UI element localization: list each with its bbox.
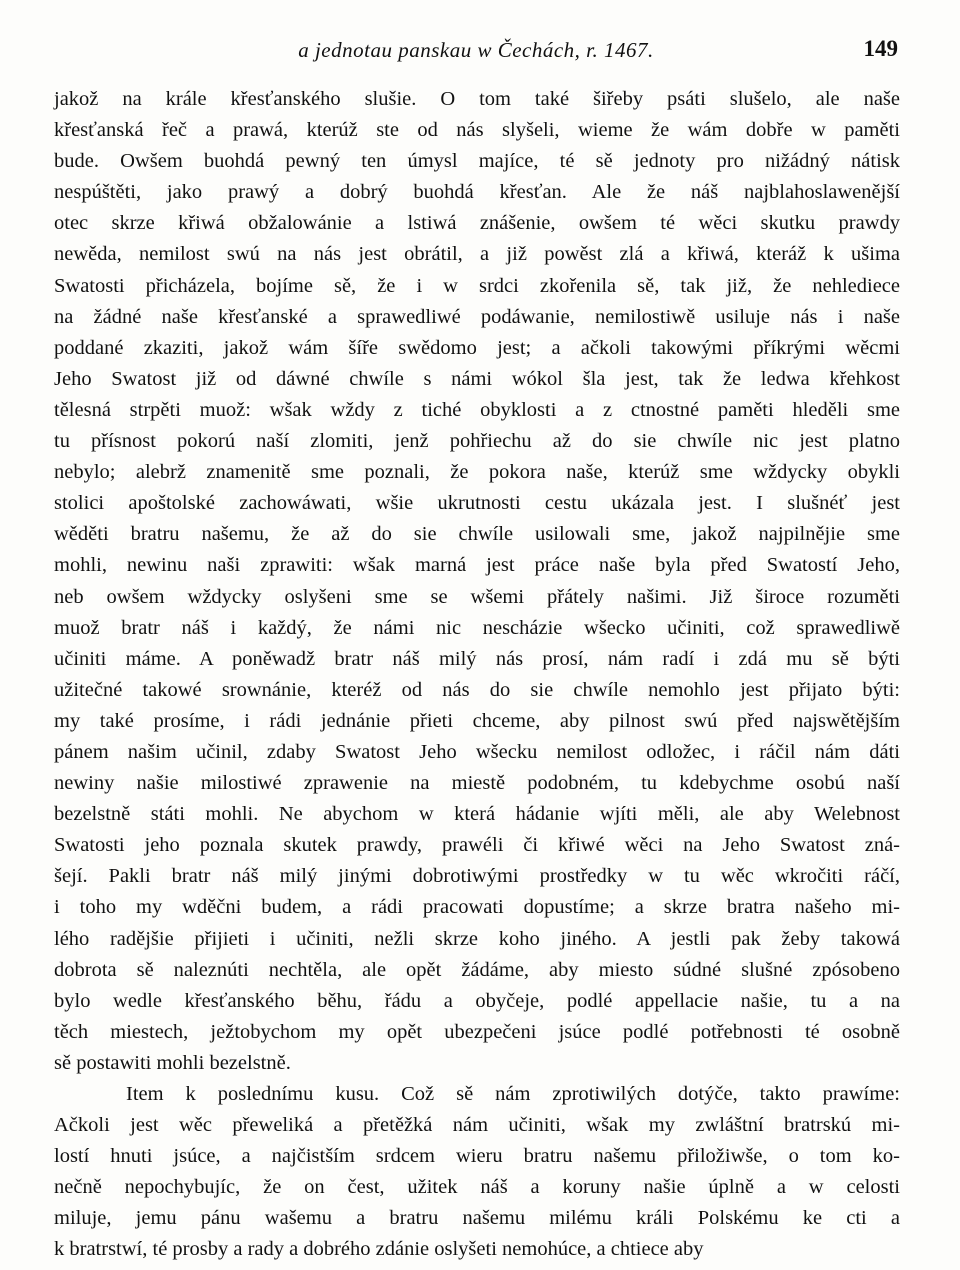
text-line: newěda, nemilost swú na nás jest obrátil, a již powěst zlá a křiwá, kteráž k ušima <box>54 243 900 266</box>
text-line: neb owšem wždycky oslyšeni sme se wšemi přátely našimi. Již široce rozuměti <box>54 585 900 608</box>
text-line: sě postawiti mohli bezelstně. <box>54 1051 291 1074</box>
text-line: bezelstně státi mohli. Ne abychom w která hádanie wjíti měli, ale aby Welebnost <box>54 803 900 826</box>
text-line: otec skrze křiwá obžalowánie a lstiwá znášenie, owšem té wěci skutku prawdy <box>54 212 900 235</box>
text-line: newiny našie milostiwé zprawenie na miestě podobném, tu kdebychme osobú naší <box>54 772 900 795</box>
text-line: bylo wedle křesťanského běhu, řádu a obyčeje, podlé appellacie našie, tu a na <box>54 989 900 1012</box>
text-line: křesťanská řeč a prawá, kterúž ste od nás slyšeli, wieme že wám dobře w paměti <box>54 119 900 142</box>
text-line: lostí hnuti jsúce, a najčistším srdcem wieru bratru našemu přiložiwše, o tom ko- <box>54 1145 900 1168</box>
text-line: tělesná strpěti muož: wšak wždy z tiché obyklosti a z ctnostné paměti hleděli sme <box>54 398 900 421</box>
text-line: k bratrstwí, té prosby a rady a dobrého zdánie oslyšeti nemohúce, a chtiece aby <box>54 1238 704 1261</box>
text-line: pánem našim učinil, zdaby Swatost Jeho wšecku nemilost odložec, i ráčil nám dáti <box>54 740 900 763</box>
text-line: muož bratr náš i každý, že námi nic nescházie wšecko učiniti, což sprawedliwě <box>54 616 900 639</box>
text-line: Ačkoli jest wěc přeweliká a přetěžká nám učiniti, wšak my zwláštní bratrskú mi- <box>54 1114 900 1137</box>
text-line: stolici apoštolské zachowáwati, wšie ukrutnosti cestu ukázala jest. I slušnéť jest <box>54 492 900 515</box>
page-number: 149 <box>863 36 898 61</box>
paragraph <box>54 1079 900 1266</box>
running-title: a jednotau panskau w Čechách, r. 1467. <box>298 38 654 62</box>
text-line: tu přísnost pokorú naší zlomiti, jenž pohřiechu až do sie chwíle nic jest platno <box>54 430 900 453</box>
text-line: nebylo; alebrž znamenitě sme poznali, že pokora naše, kterúž sme wždycky obykli <box>54 461 900 484</box>
text-line: Swatosti přicházela, bojíme sě, že i w srdci zkořenila sě, tak již, že nehlediece <box>54 274 900 297</box>
text-line: lého radějšie přijieti i učiniti, nežli skrze koho jiného. A jestli pak žeby takowá <box>54 927 900 950</box>
text-line: poddané zkaziti, jakož wám šíře swědomo jest; a ačkoli takowými příkrými wěcmi <box>54 336 900 359</box>
text-line: Item k poslednímu kusu. Což sě nám zprotiwilých dotýče, takto prawíme: <box>126 1083 900 1105</box>
paragraph <box>54 84 900 1079</box>
text-line: wěděti bratru našemu, že až do sie chwíle usilowali sme, jakož najpilnějie sme <box>54 523 900 546</box>
text-line: nespúštěti, jako prawý a dobrý buohdá křesťan. Ale že náš najblahoslawenější <box>54 181 900 204</box>
text-line: těch miestech, ježtobychom my opět ubezpečeni jsúce podlé potřebnosti té osobně <box>54 1020 900 1043</box>
text-line: i toho my wděčni budem, a rádi pracowati dopustíme; a skrze bratra našeho mi- <box>54 896 900 919</box>
body-text <box>54 84 900 1266</box>
text-line: bude. Owšem buohdá pewný ten úmysl majíce, té sě jednoty pro nižádný nátisk <box>54 150 900 173</box>
text-line: my také prosíme, i rádi jednánie přieti chceme, aby pilnost swú před najswětějším <box>54 709 900 732</box>
text-line: mohli, newinu naši zprawiti: wšak marná jest práce naše byla před Swatostí Jeho, <box>54 554 900 577</box>
text-line: miluje, jemu pánu wašemu a bratru našemu milému králi Polskému ke cti a <box>54 1207 900 1230</box>
text-line: dobrota sě naleznúti nechtěla, ale opět žádáme, aby miesto súdné slušné zpósobeno <box>54 958 900 981</box>
text-line: šejí. Pakli bratr náš milý jinými dobrotiwými prostředky w tu wěc wkročiti ráčí, <box>54 865 900 888</box>
text-line: učiniti máme. A poněwadž bratr náš milý nás prosí, nám radí i zdá mu sě býti <box>54 647 900 670</box>
text-line: jakož na krále křesťanského slušie. O tom také šiřeby psáti slušelo, ale naše <box>54 88 900 110</box>
text-line: Jeho Swatost již od dáwné chwíle s námi wókol šla jest, tak že ledwa křehkost <box>54 367 900 390</box>
text-line: na žádné naše křesťanské a sprawedliwé podáwanie, nemilostiwě usiluje nás i naše <box>54 305 900 328</box>
text-line: nečně nepochybujíc, že on čest, užitek náš a koruny našie úplně a w celosti <box>54 1176 900 1199</box>
text-line: Swatosti jeho poznala skutek prawdy, prawéli či křiwé wěci na Jeho Swatost zná- <box>54 834 900 857</box>
text-line: užitečné takowé srownánie, kteréž od nás do sie chwíle nemohlo jest přijato býti: <box>54 678 900 701</box>
running-head <box>54 38 898 70</box>
